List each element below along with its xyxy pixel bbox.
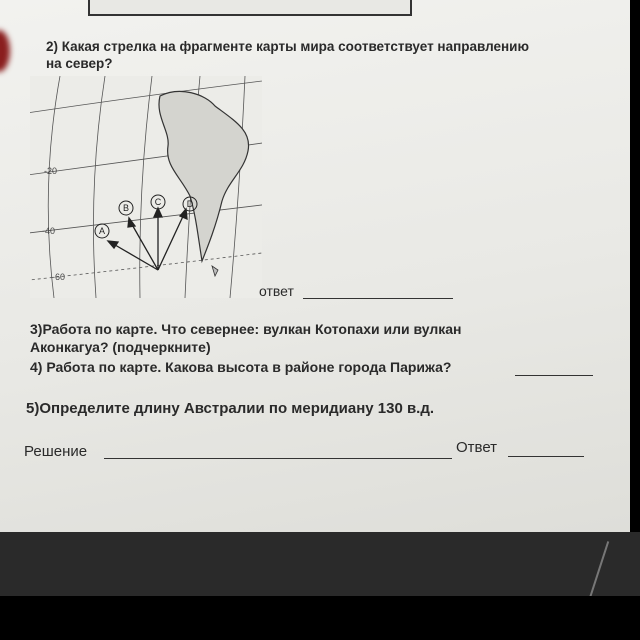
question-2 — [46, 38, 529, 72]
answer-label-q2: ответ — [259, 283, 294, 299]
arrow-label-d: D — [186, 199, 194, 209]
arrow-label-b: B — [122, 203, 130, 213]
answer-blank-q5[interactable] — [508, 456, 584, 457]
solution-label: Решение — [24, 443, 88, 460]
page-edge-shadow — [0, 30, 10, 72]
latitude-label-40: -40 — [42, 226, 56, 236]
desk-surface — [0, 532, 640, 596]
arrow-label-c: C — [154, 197, 162, 207]
answer-label-q5: Ответ — [456, 439, 498, 456]
arrow-label-a: A — [98, 226, 106, 236]
latitude-label-60: -60 — [52, 272, 66, 282]
latitude-label-20: -20 — [44, 166, 58, 176]
bottom-letterbox — [0, 596, 640, 640]
answer-blank-q2[interactable] — [303, 298, 453, 299]
question-5: 5)Определите длину Австралии по меридиану 130 в.д. — [26, 400, 435, 417]
question-3-line-2: Аконкагуа? (подчеркните) — [30, 339, 211, 355]
question-3 — [30, 320, 462, 356]
previous-map-fragment — [88, 0, 412, 16]
answer-blank-q4[interactable] — [515, 375, 593, 376]
question-3-line-1: 3)Работа по карте. Что севернее: вулкан Котопахи или вулкан — [30, 321, 462, 337]
solution-blank[interactable] — [104, 458, 452, 459]
map-fragment — [30, 76, 262, 298]
question-2-line-2: на север? — [46, 56, 113, 71]
question-4: 4) Работа по карте. Какова высота в районе города Парижа? — [30, 359, 452, 375]
question-2-line-1: 2) Какая стрелка на фрагменте карты мира соответствует направлению — [46, 39, 530, 54]
